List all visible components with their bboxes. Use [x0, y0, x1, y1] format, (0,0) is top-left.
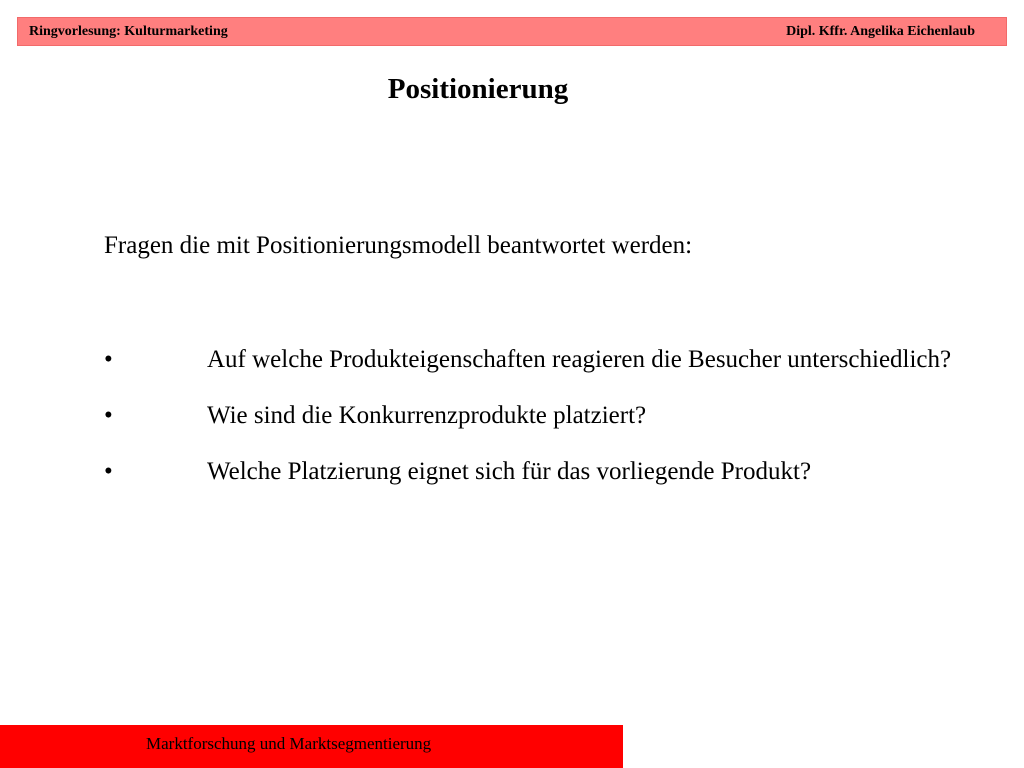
bullet-icon: •	[104, 458, 113, 485]
bullet-item	[104, 342, 1004, 378]
header-author: Dipl. Kffr. Angelika Eichenlaub	[786, 24, 975, 39]
slide-title: Positionierung	[387, 73, 569, 105]
bullet-icon: •	[104, 346, 113, 373]
bullet-text: Auf welche Produkteigenschaften reagieren die Besucher unterschiedlich?	[207, 346, 952, 373]
bullet-icon: •	[104, 402, 113, 429]
bullet-list	[104, 342, 1004, 510]
footer-topic: Marktforschung und Marktsegmentierung	[146, 734, 432, 753]
header-course-title: Ringvorlesung: Kulturmarketing	[29, 24, 228, 39]
slide-footer	[0, 725, 623, 768]
bullet-item	[104, 398, 1004, 434]
bullet-text: Wie sind die Konkurrenzprodukte platziert?	[207, 402, 647, 429]
bullet-item	[104, 454, 1004, 490]
bullet-text: Welche Platzierung eignet sich für das vorliegende Produkt?	[207, 458, 812, 485]
slide-header	[17, 17, 1007, 46]
intro-text: Fragen die mit Positionierungsmodell beantwortet werden:	[104, 232, 693, 259]
